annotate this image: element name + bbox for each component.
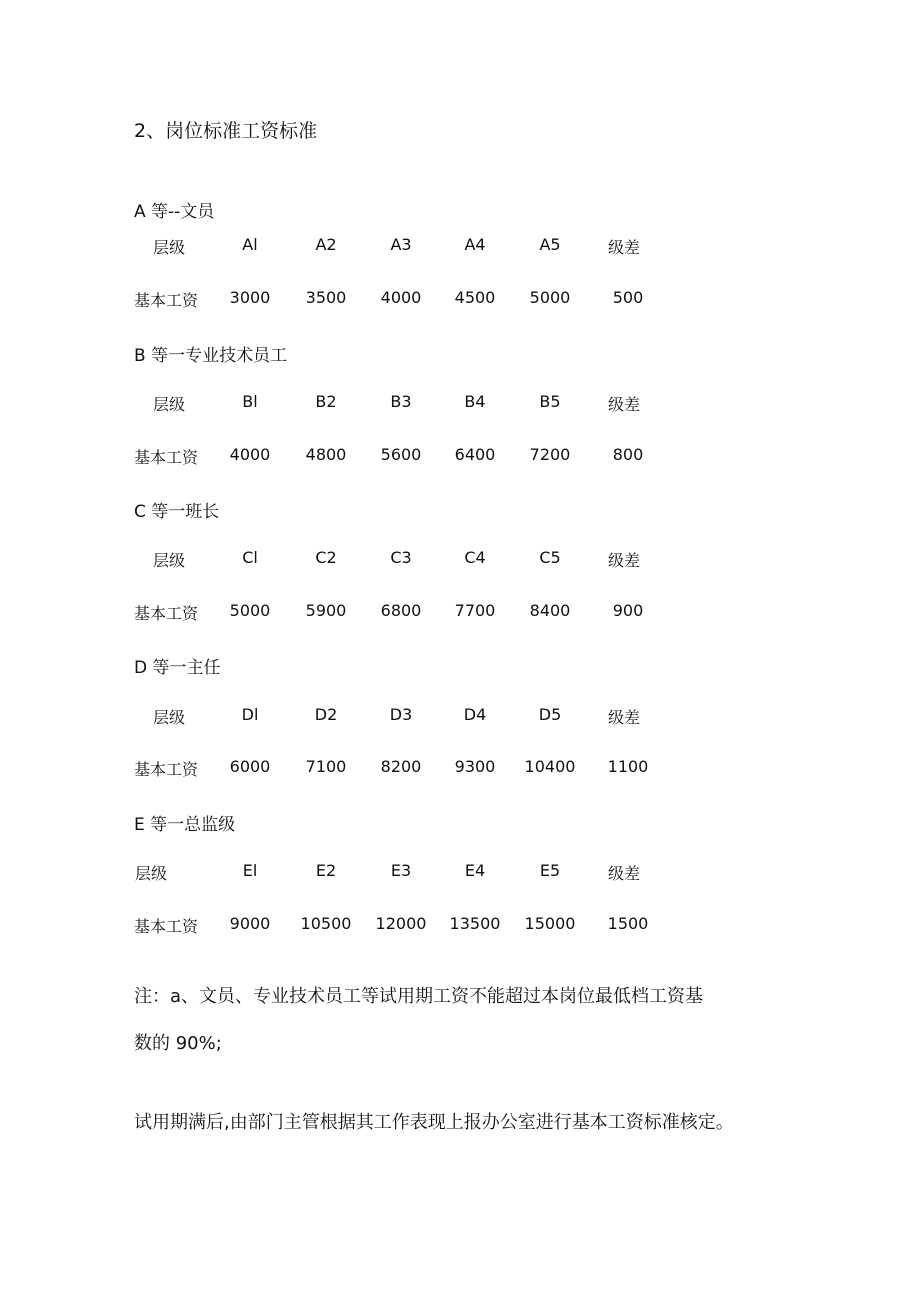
diff-value: 900 [612, 601, 644, 620]
wage-value: 8200 [380, 757, 422, 776]
level-code: C5 [539, 548, 561, 567]
level-code: A3 [390, 235, 412, 254]
wage-label: 基本工资 [134, 604, 199, 623]
level-code: A4 [464, 235, 486, 254]
note-line-2: 数的 90%; [134, 1033, 222, 1054]
level-code: A2 [315, 235, 337, 254]
grade-title: B 等一专业技术员工 [134, 346, 288, 366]
wage-value: 3500 [305, 288, 347, 307]
level-code: B4 [464, 392, 486, 411]
level-code: D2 [314, 705, 338, 724]
level-code: B3 [390, 392, 412, 411]
wage-value: 4000 [229, 445, 271, 464]
level-code: E5 [539, 861, 561, 880]
level-label: 层级 [135, 864, 168, 883]
level-code: Bl [242, 392, 258, 411]
wage-value: 8400 [529, 601, 571, 620]
grade-title: A 等--文员 [134, 202, 215, 222]
wage-value: 9000 [229, 914, 271, 933]
level-code: E4 [464, 861, 486, 880]
wage-value: 10400 [524, 757, 576, 776]
level-code: El [242, 861, 258, 880]
wage-value: 7200 [529, 445, 571, 464]
wage-value: 5900 [305, 601, 347, 620]
wage-value: 3000 [229, 288, 271, 307]
wage-value: 5000 [229, 601, 271, 620]
diff-label: 级差 [607, 238, 641, 257]
grade-title: C 等一班长 [134, 502, 220, 522]
note-line-3: 试用期满后,由部门主管根据其工作表现上报办公室进行基本工资标准核定。 [134, 1112, 734, 1133]
wage-value: 7700 [454, 601, 496, 620]
diff-label: 级差 [607, 864, 641, 883]
diff-value: 800 [612, 445, 644, 464]
diff-value: 1500 [607, 914, 649, 933]
level-code: E3 [390, 861, 412, 880]
level-code: D4 [463, 705, 487, 724]
section-title: 2、岗位标准工资标准 [134, 120, 318, 142]
diff-label: 级差 [607, 395, 641, 414]
level-label: 层级 [153, 551, 186, 570]
wage-value: 6000 [229, 757, 271, 776]
level-code: B5 [539, 392, 561, 411]
diff-value: 500 [612, 288, 644, 307]
wage-value: 4000 [380, 288, 422, 307]
wage-value: 10500 [300, 914, 352, 933]
wage-label: 基本工资 [134, 760, 199, 779]
wage-value: 6400 [454, 445, 496, 464]
wage-value: 5000 [529, 288, 571, 307]
wage-value: 4500 [454, 288, 496, 307]
level-code: E2 [315, 861, 337, 880]
wage-label: 基本工资 [134, 291, 199, 310]
wage-value: 7100 [305, 757, 347, 776]
level-code: B2 [315, 392, 337, 411]
level-code: D5 [538, 705, 562, 724]
level-label: 层级 [153, 238, 186, 257]
diff-value: 1100 [607, 757, 649, 776]
grade-title: D 等一主任 [134, 658, 221, 678]
grade-title: E 等一总监级 [134, 815, 236, 835]
level-code: Dl [241, 705, 259, 724]
wage-value: 5600 [380, 445, 422, 464]
note-line-1: 注：a、文员、专业技术员工等试用期工资不能超过本岗位最低档工资基 [134, 986, 704, 1007]
wage-value: 13500 [449, 914, 501, 933]
wage-value: 12000 [375, 914, 427, 933]
wage-value: 6800 [380, 601, 422, 620]
level-label: 层级 [153, 395, 186, 414]
level-code: C4 [464, 548, 486, 567]
level-code: Al [242, 235, 258, 254]
wage-value: 9300 [454, 757, 496, 776]
level-code: D3 [389, 705, 413, 724]
level-code: C2 [315, 548, 337, 567]
level-code: C3 [390, 548, 412, 567]
wage-value: 15000 [524, 914, 576, 933]
diff-label: 级差 [607, 708, 641, 727]
wage-value: 4800 [305, 445, 347, 464]
level-code: Cl [242, 548, 258, 567]
wage-label: 基本工资 [134, 917, 199, 936]
diff-label: 级差 [607, 551, 641, 570]
level-code: A5 [539, 235, 561, 254]
wage-label: 基本工资 [134, 448, 199, 467]
level-label: 层级 [153, 708, 186, 727]
